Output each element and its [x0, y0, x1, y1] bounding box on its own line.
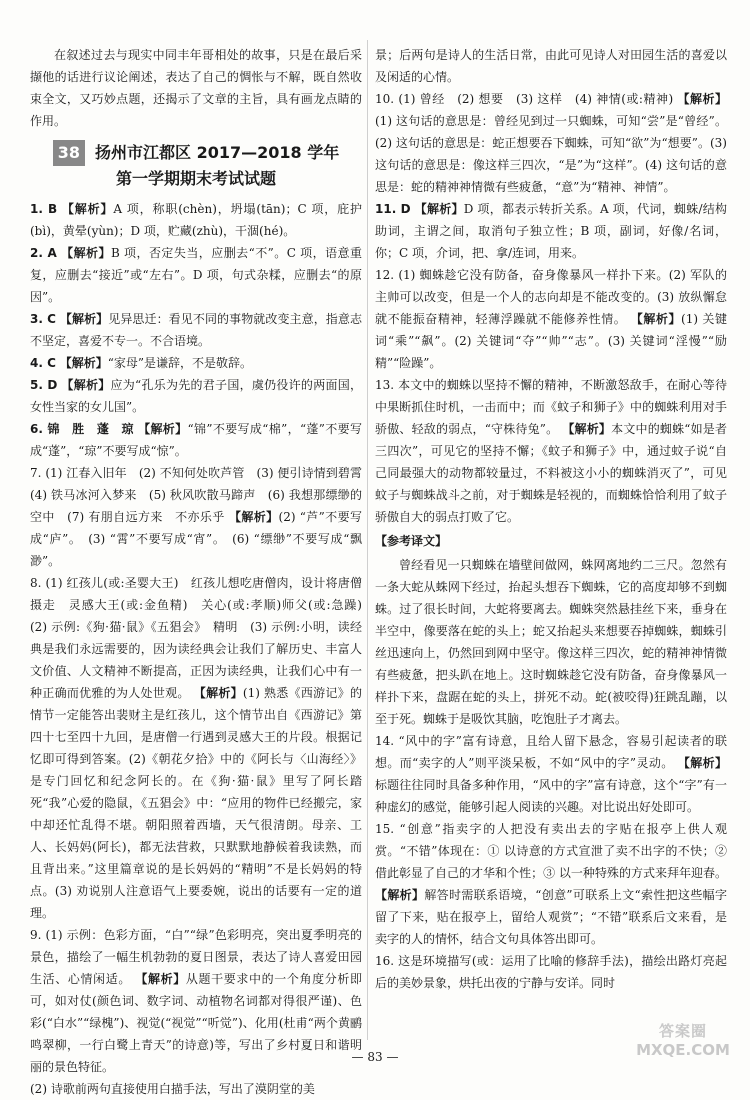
section-title-line2: 第一学期期末考试试题	[115, 169, 276, 188]
intro-paragraph: 在叙述过去与现实中同丰年哥相处的故事，只是在最后采撷他的话进行议论阐述，表达了自己的惆怅与不解，既自然收束全文，又巧妙点题，还揭示了文章的主旨，具有画龙点睛的作用。	[30, 48, 362, 128]
column-divider	[367, 40, 368, 1040]
answer-14: 14. “风中的字”富有诗意，且给人留下悬念，容易引起读者的联想。而“卖字的人”则平淡呆板，不如“风中的字”灵动。 【解析】标题往往同时具备多种作用，“风中的字”富有诗意，这个“字”有一种虚幻的感觉，能够引起人阅读的兴趣。对比说出好处即可。	[375, 734, 727, 814]
answer-9-part2: (2) 诗歌前两句直接使用白描手法，写出了漠阴堂的美	[30, 1082, 315, 1096]
answer-9: 9. (1) 示例：色彩方面，“白”“绿”色彩明亮，突出夏季明亮的景色，描绘了一幅生机勃勃的夏日图景，表达了诗人喜爱田园生活、心情闲适。 【解析】从题干要求中的一个角度分析即可，如对仗(颜色词、数字词、动植物名词都对得很严谨)、色彩(“白水”“绿槐”)、视觉(“视觉”“听觉”)、化用(杜甫“两个黄鹂鸣翠柳，一行白鹭上青天”的诗意)等，写出了乡村夏日和谐明丽的景色特征。	[30, 928, 362, 1074]
answer-3: 3. C 【解析】见异思迁：看见不同的事物就改变主意，指意志不坚定，喜爱不专一。不合语境。	[30, 312, 362, 348]
answer-1: 1. B 【解析】A 项，称职(chèn)，坍塌(tān)；C 项，庇护(bì)，黄晕(yùn)；D 项，贮藏(zhù)，干涸(hé)。	[30, 202, 362, 238]
answer-4: 4. C 【解析】“家母”是谦辞，不是敬辞。	[30, 356, 253, 370]
section-title-line1: 扬州市江都区 2017—2018 学年	[95, 143, 340, 162]
answer-10: 10. (1) 曾经 (2) 想要 (3) 这样 (4) 神情(或:精神) 【解析】(1) 这句话的意思是：曾经见到过一只蜘蛛，可知“尝”是“曾经”。(2) 这句话的意思是：蛇正想要吞下蜘蛛，可知“欲”为“想要”。(3) 这句话的意思是：像这样三四次，“是”为“这样”。(4) 这句话的意思是：蛇的精神神情微有些疲惫，“意”为“精神、神情”。	[375, 92, 727, 194]
answer-16: 16. 这是环境描写(或：运用了比喻的修辞手法)，描绘出路灯亮起后的美妙景象，烘托出夜的宁静与安详。同时	[375, 954, 727, 990]
answer-2: 2. A 【解析】B 项，否定失当，应删去“不”。C 项，语意重复，应删去“接近”或“左右”。D 项，句式杂糅，应删去“的原因”。	[30, 246, 362, 304]
answer-9-continued: 景；后两句是诗人的生活日常，由此可见诗人对田园生活的喜爱以及闲适的心情。	[375, 48, 727, 84]
watermark-logo: 答案圈 MXQE.COM	[636, 1022, 730, 1059]
answer-7: 7. (1) 江春入旧年 (2) 不知何处吹芦管 (3) 便引诗情到碧霄 (4) 铁马冰河入梦来 (5) 秋风吹散马蹄声 (6) 我想那缥缈的空中 (7) 有朋自远方来 不亦乐乎 【解析】(2) “芦”不要写成“庐”。 (3) “霄”不要写成“宵”。 (6) “缥缈”不要写成“飘渺”。	[30, 466, 375, 568]
answer-12: 12. (1) 蜘蛛趁它没有防备，奋身像暴风一样扑下来。(2) 军队的主帅可以改变，但是一个人的志向却是不能改变的。(3) 放纵懈怠就不能振奋精神，轻薄浮躁就不能修养性情。 【解析】(1) 关键词“乘”“飙”。(2) 关键词“夺”“帅”“志”。(3) 关键词“淫慢”“励精”“险躁”。	[375, 268, 727, 370]
section-number: 38	[53, 140, 85, 166]
section-heading	[30, 140, 362, 192]
right-column	[375, 44, 727, 994]
answer-13: 13. 本文中的蜘蛛以坚持不懈的精神，不断激怒敌手，在耐心等待中果断抓住时机，一击而中；而《蚊子和狮子》中的蜘蛛利用对手骄傲、轻敌的弱点，“守株待兔”。 【解析】本文中的蜘蛛“如是者三四次”，可见它的坚持不懈；《蚊子和狮子》中，通过蚊子说“自己同最强大的动物都较量过，不料被这小小的蜘蛛消灭了”，可见蚊子与蜘蛛战斗之前，对于蜘蛛是轻视的，而蜘蛛恰恰利用了蚊子骄傲自大的弱点打败了它。	[375, 378, 727, 524]
page-number: — 83 —	[351, 1050, 399, 1064]
answer-6: 6. 锦 胜 蓬 琼 【解析】“锦”不要写成“棉”，“蓬”不要写成“蓬”，“琼”不要写成“惊”。	[30, 422, 362, 458]
answer-15: 15. “创意”指卖字的人把没有卖出去的字贴在报亭上供人观赏。“不错”体现在：① 以诗意的方式宣泄了卖不出字的不快；② 借此彰显了自己的才华和个性；③ 以一种特殊的方式来拜年迎春。 【解析】解答时需联系语境，“创意”可联系上文“索性把这些幅字留了下来，贴在报亭上，留给人观赏”；“不错”联系后文来看，是卖字的人的情怀，结合文句具体答出即可。	[375, 822, 727, 946]
answer-8: 8. (1) 红孩儿(或:圣婴大王) 红孩儿想吃唐僧肉，设计将唐僧摄走 灵感大王(或:金鱼精) 关心(或:孝顺)师父(或:急躁) (2) 示例:《狗·猫·鼠》《五猖会》 精明 (3) 示例:小明，读经典是我们永远需要的，因为读经典会让我们了解历史、丰富人文价值、人文精神不断提高，正因为读经典，让我们心中有一种正确而优雅的为人处世观。 【解析】(1) 熟悉《西游记》的情节一定能答出裴财主是红孩儿，这个情节出自《西游记》第四十七至四十九回，是唐僧一行遇到灵感大王的片段。根据记忆即可得到答案。(2)《朝花夕拾》中的《阿长与〈山海经〉》是专门回忆和纪念阿长的。在《狗·猫·鼠》里写了阿长踏死“我”心爱的隐鼠，《五猖会》中：“应用的物件已经搬完，家中却还忙乱得不堪。朝阳照着西墙，天气很清朗。母亲、工人、长妈妈(阿长)，都无法营救，只默默地静候着我读熟，而且背出来。”这里篇章说的是长妈妈的“精明”不是长妈妈的特点。(3) 劝说别人注意语气上要委婉，说出的话要有一定的道理。	[30, 576, 375, 920]
reference-translation-text: 曾经看见一只蜘蛛在墙壁间做网，蛛网离地约二三尺。忽然有一条大蛇从蛛网下经过，抬起头想吞下蜘蛛，它的高度却够不到蜘蛛。过了很长时间，大蛇将要离去。蜘蛛突然悬挂丝下来，垂身在半空中，像要落在蛇的头上；蛇又抬起头来想要吞掉蜘蛛，蜘蛛引丝迅速向上，仍然回到网中坚守。像这样三四次，蛇的精神神情微有些疲惫，把头趴在地上。这时蜘蛛趁它没有防备，奋身像暴风一样扑下来，盘踞在蛇的头上，拼死不动。蛇(被咬得)狂跳乱蹦，以至于死。蜘蛛于是吸饮其脑，吃饱肚子才离去。	[375, 558, 727, 726]
answer-5: 5. D 【解析】应为“孔乐为先的君子国，虞仍役许的两面国，女性当家的女儿国”。	[30, 378, 362, 414]
reference-translation-title: 【参考译文】	[375, 534, 448, 548]
answer-11: 11. D 【解析】D 项，都表示转折关系。A 项，代词，蜘蛛/结构助词，主谓之间，取消句子独立性；B 项，副词，好像/名词，你；C 项，介词，把、拿/连词，用来。	[375, 202, 727, 260]
